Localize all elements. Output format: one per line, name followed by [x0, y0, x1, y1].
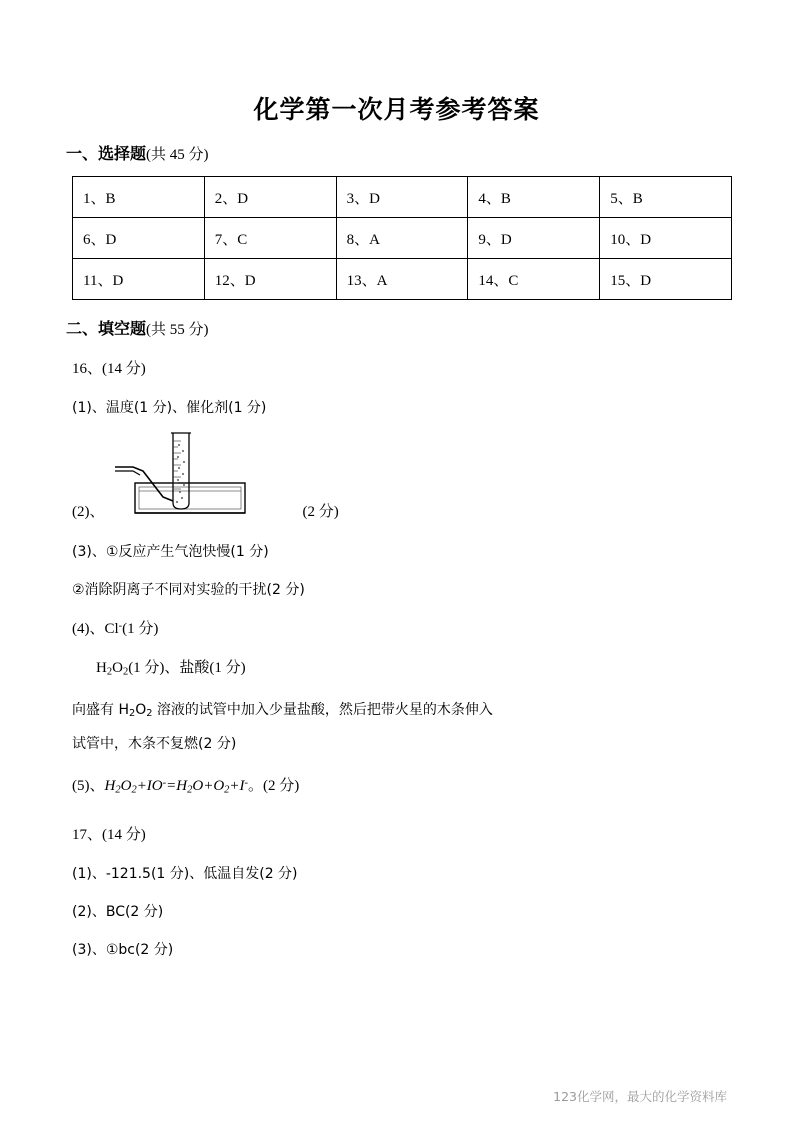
answer-cell: 13、A — [336, 259, 468, 300]
question-16-item-2-row — [72, 425, 727, 525]
answer-cell: 3、D — [336, 177, 468, 218]
question-16-item-3b: ②消除阴离子不同对实验的干扰(2 分) — [72, 581, 305, 598]
section-heading-choice-label: 一、选择题 — [66, 144, 147, 163]
question-16-item-5-prefix: (5)、 — [72, 778, 105, 795]
section-heading-fill-label: 二、填空题 — [66, 319, 147, 338]
section-heading-fill — [66, 318, 727, 341]
section-heading-choice — [66, 143, 727, 166]
question-17-item-3: (3)、①bc(2 分) — [72, 941, 174, 958]
section-heading-choice-score: (共 45 分) — [146, 147, 209, 163]
table-row — [73, 177, 732, 218]
question-16-paragraph-2: 试管中，木条不复燃(2 分) — [72, 736, 237, 753]
table-row — [73, 218, 732, 259]
question-16-paragraph-1: 向盛有 $H_2O_2$ 溶液的试管中加入少量盐酸，然后把带火星的木条伸入 — [72, 702, 493, 720]
question-16-item-4b: $H_2O_2(1$ 分)、盐酸(1 分) — [96, 660, 246, 678]
section-heading-fill-score: (共 55 分) — [146, 322, 209, 338]
question-16-item-1: (1)、温度(1 分)、催化剂(1 分) — [72, 399, 267, 416]
answer-cell: 4、B — [468, 177, 600, 218]
answer-cell: 8、A — [336, 218, 468, 259]
answer-cell: 15、D — [600, 259, 732, 300]
answer-cell: 11、D — [73, 259, 205, 300]
answer-cell: 7、C — [204, 218, 336, 259]
answer-cell: 5、B — [600, 177, 732, 218]
question-16-number: 16、(14 分) — [72, 361, 146, 377]
footer-watermark: 123化学网，最大的化学资料库 — [553, 1089, 727, 1104]
question-16-item-4: (4)、Cl-(1 分) — [72, 619, 159, 637]
answer-cell: 6、D — [73, 218, 205, 259]
answer-cell: 1、B — [73, 177, 205, 218]
question-17-item-2: (2)、BC(2 分) — [72, 903, 164, 920]
table-row — [73, 259, 732, 300]
answer-cell: 10、D — [600, 218, 732, 259]
question-17-number: 17、(14 分) — [72, 827, 146, 844]
answer-cell: 9、D — [468, 218, 600, 259]
answer-cell: 12、D — [204, 259, 336, 300]
question-16-item-2-label: (2)、 — [72, 503, 105, 520]
question-16-item-5-equation: $H_2O_2+IO^-=H_2O+O_2+I^-$ — [104, 777, 249, 796]
answer-cell: 2、D — [204, 177, 336, 218]
question-16-item-5-suffix: 。(2 分) — [248, 778, 300, 795]
question-17-item-1: (1)、-121.5(1 分)、低温自发(2 分) — [72, 865, 298, 882]
question-16-item-3a: (3)、①反应产生气泡快慢(1 分) — [72, 543, 269, 560]
question-16-item-2-score: (2 分) — [302, 503, 339, 520]
answer-table — [72, 176, 732, 300]
answer-cell: 14、C — [468, 259, 600, 300]
page-title: 化学第一次月考参考答案 — [253, 95, 540, 124]
experiment-apparatus-figure — [113, 425, 263, 525]
question-16-item-5 — [72, 775, 727, 798]
